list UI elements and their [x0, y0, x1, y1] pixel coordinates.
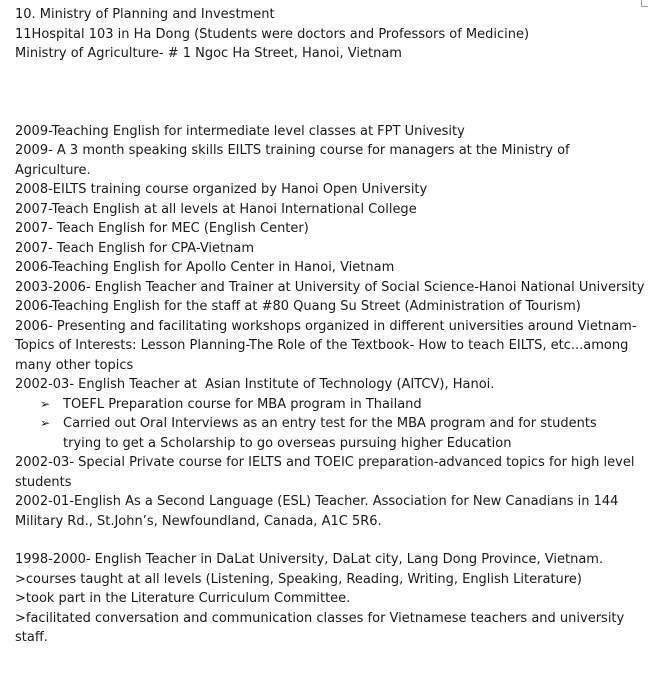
dalat-conversation: >facilitated conversation and communication classes for Vietnamese teachers and university staff. [15, 610, 625, 645]
blank-gap [15, 531, 645, 550]
bullet-text-oral-interviews: Carried out Oral Interviews as an entry test for the MBA program and for students trying to get a Scholarship to go overseas pursuing higher Education [63, 416, 597, 451]
experience-2006-apollo: 2006-Teaching English for Apollo Center in Hanoi, Vietnam [15, 260, 395, 275]
experience-2009-ministry: 2009- A 3 month speaking skills EILTS training course for managers at the Ministry of Agriculture. [15, 143, 570, 178]
experience-2002-aitcv: 2002-03- English Teacher at Asian Institute of Technology (AITCV), Hanoi. [15, 377, 495, 392]
dalat-curriculum: >took part in the Literature Curriculum Committee. [15, 591, 351, 606]
experience-2003-2006-social-science: 2003-2006- English Teacher and Trainer at University of Social Science-Hanoi National University [15, 279, 645, 295]
experience-2007-mec: 2007- Teach English for MEC (English Center) [15, 221, 309, 236]
arrow-bullet-icon: ➢ [40, 416, 51, 430]
experience-2009-fpt: 2009-Teaching English for intermediate level classes at FPT Univesity [15, 123, 465, 139]
blank-gap [15, 64, 645, 122]
text-line-ministry-planning: 10. Ministry of Planning and Investment [15, 7, 275, 22]
experience-2006-workshops: 2006- Presenting and facilitating workshops organized in different universities around Vietnam- Topics of Interests: Lesson Planning-The Role of the Textbook- How to teach EILTS, etc...among many other topics [15, 318, 637, 373]
list-item [15, 395, 645, 415]
experience-2007-international-college: 2007-Teach English at all levels at Hanoi International College [15, 201, 417, 217]
dalat-courses: >courses taught at all levels (Listening, Speaking, Reading, Writing, English Literature) [15, 571, 582, 587]
bullet-text-toefl: TOEFL Preparation course for MBA program in Thailand [63, 396, 422, 412]
experience-2002-private-course: 2002-03- Special Private course for IELTS and TOEIC preparation-advanced topics for high level students [15, 455, 635, 490]
list-item [15, 414, 645, 453]
document-page [15, 5, 645, 648]
experience-2002-esl-canada: 2002-01-English As a Second Language (ESL) Teacher. Association for New Canadians in 144 Military Rd., St.John’s, Newfoundland, Canada, A1C 5R6. [15, 494, 619, 529]
text-line-hospital-103: 11Hospital 103 in Ha Dong (Students were doctors and Professors of Medicine) [15, 26, 530, 42]
experience-2008-open-university: 2008-EILTS training course organized by Hanoi Open University [15, 182, 428, 197]
arrow-bullet-icon: ➢ [40, 396, 51, 411]
experience-2007-cpa: 2007- Teach English for CPA-Vietnam [15, 240, 255, 256]
text-line-ministry-agriculture: Ministry of Agriculture- # 1 Ngoc Ha Street, Hanoi, Vietnam [15, 46, 402, 61]
experience-1998-dalat: 1998-2000- English Teacher in DaLat University, DaLat city, Lang Dong Province, Vietnam. [15, 552, 604, 567]
experience-2006-quang-su: 2006-Teaching English for the staff at #80 Quang Su Street (Administration of Tourism) [15, 299, 581, 314]
